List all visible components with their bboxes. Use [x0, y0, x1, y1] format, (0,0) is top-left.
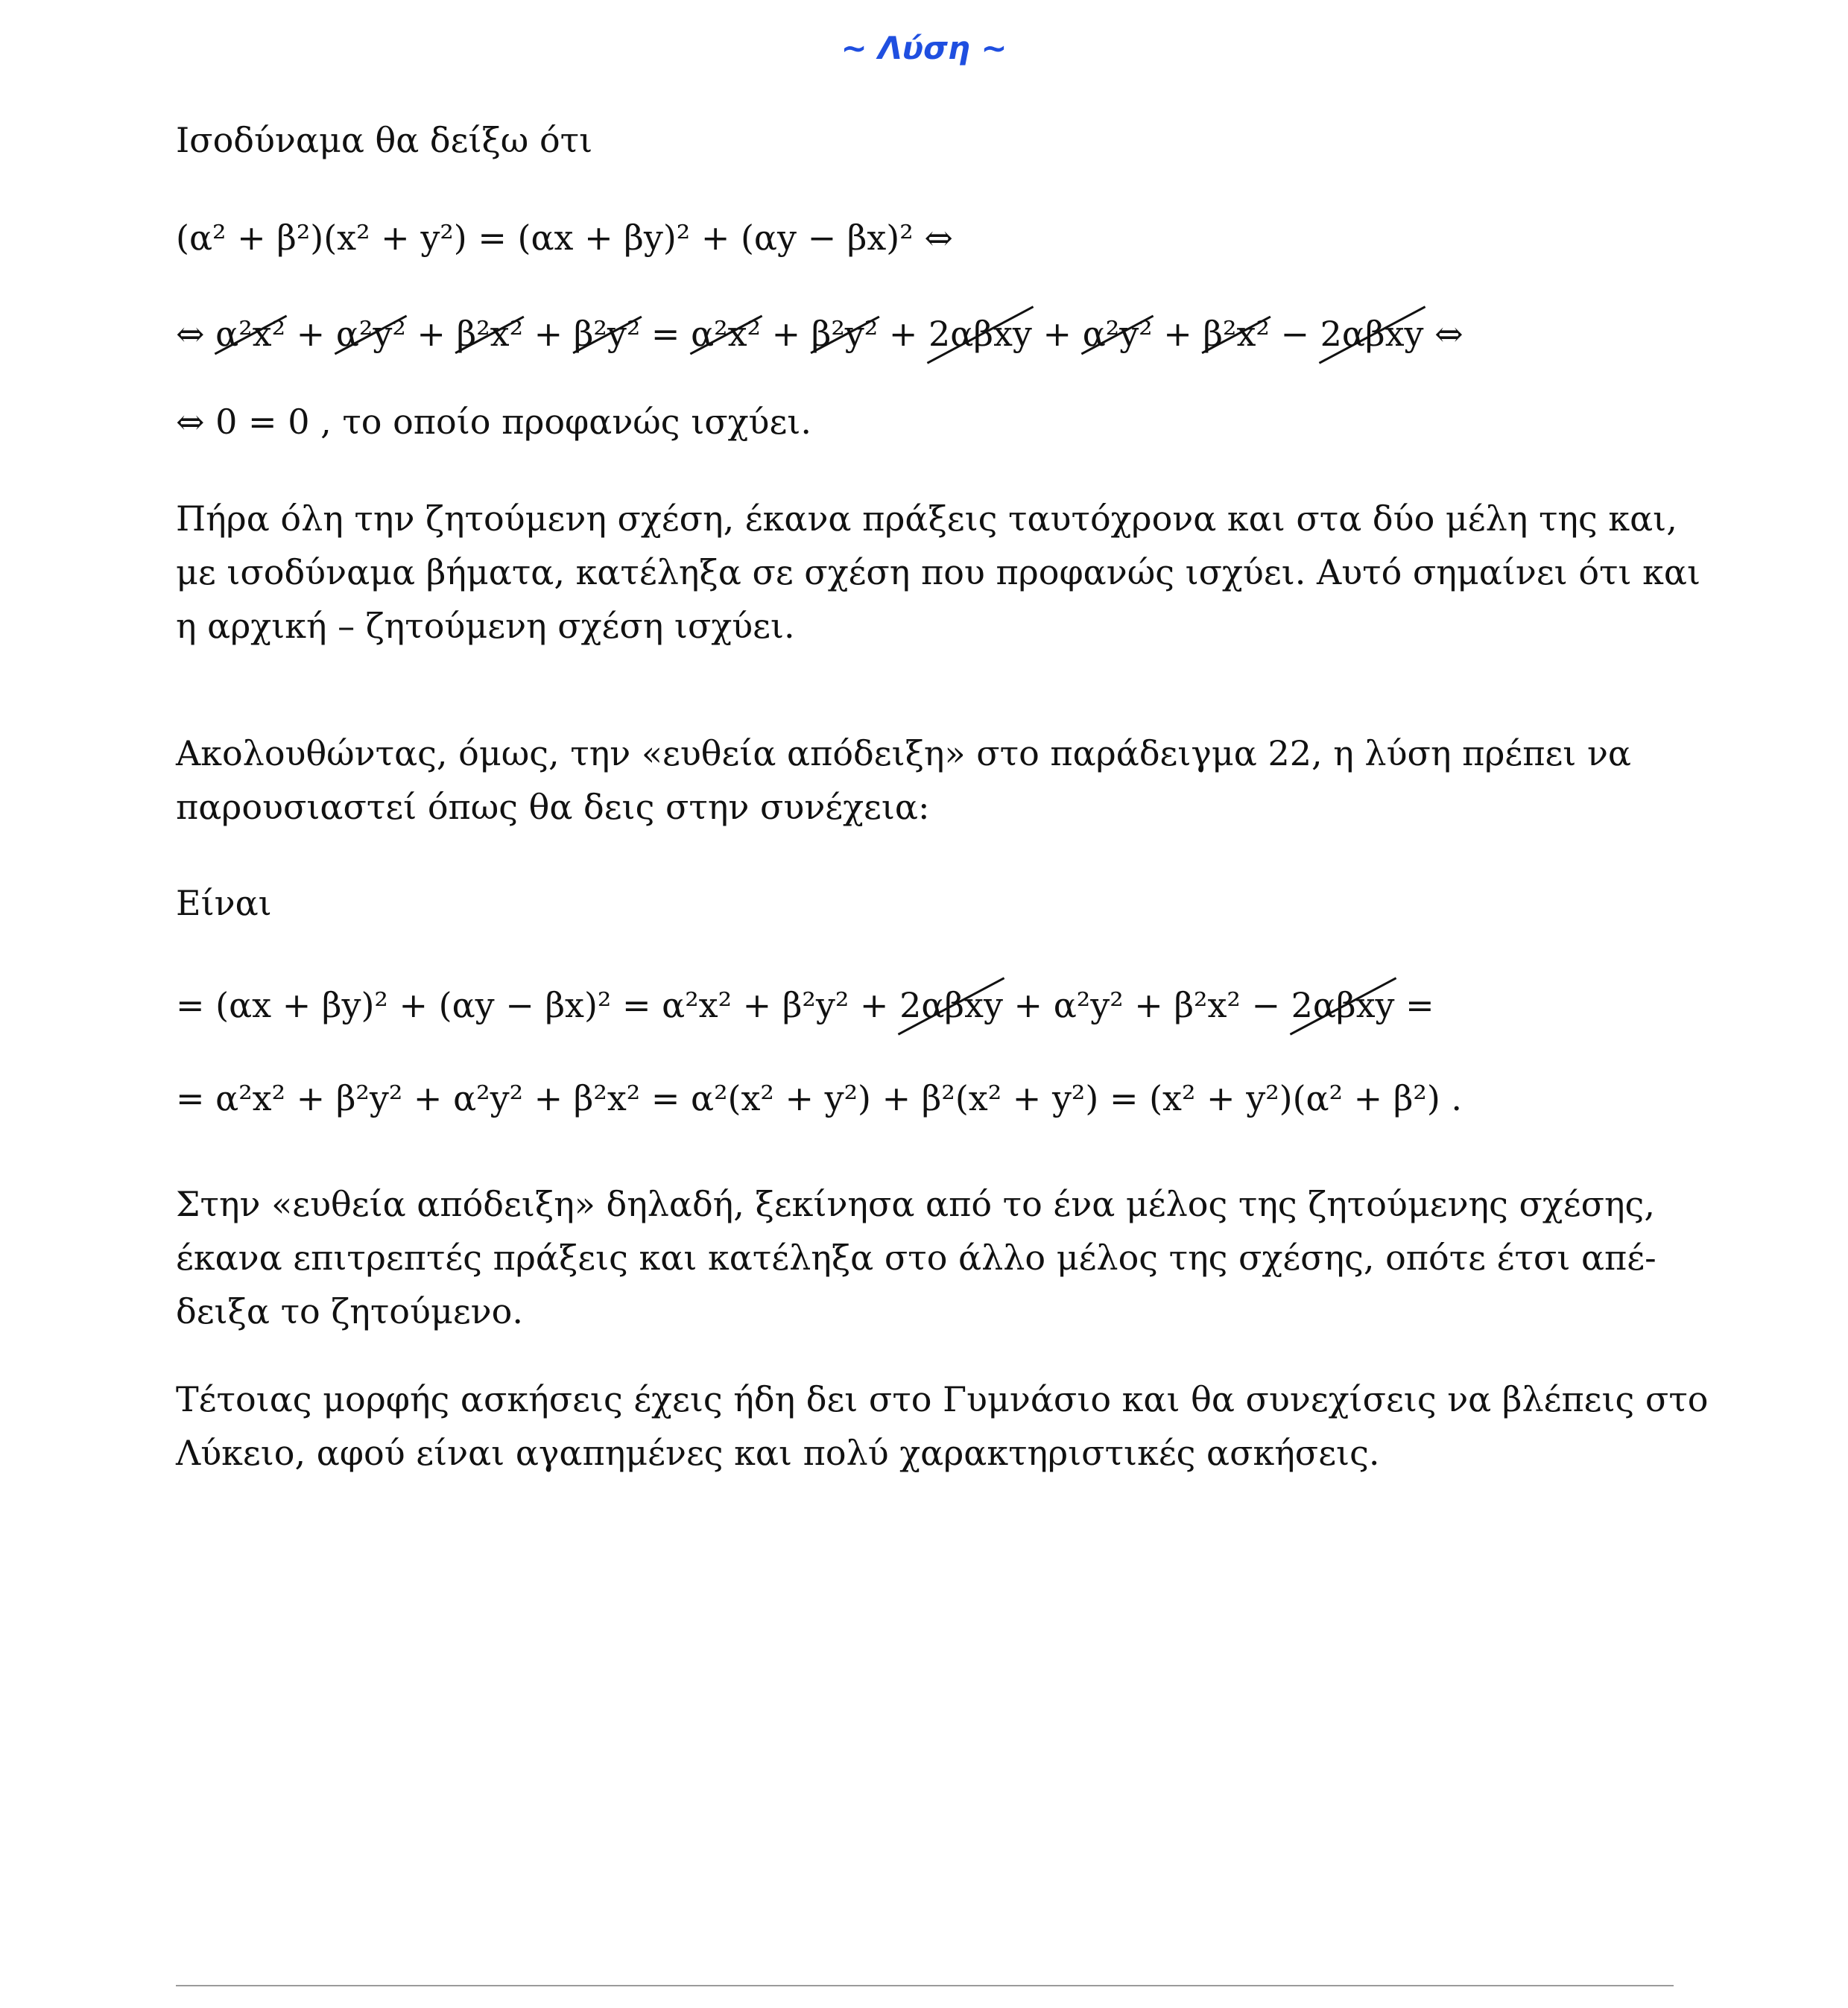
equation-operator: +: [405, 314, 457, 354]
equation-1: (α² + β²)(x² + y²) = (αx + βy)² + (αy − βx)² ⇔: [176, 218, 953, 258]
equation-2: [176, 307, 1463, 361]
equation-operator: −: [1269, 314, 1320, 354]
cancelled-term: α²y²: [336, 307, 406, 361]
paragraph-line: η αρχική – ζητούμενη σχέση ισχύει.: [176, 606, 795, 646]
cancelled-term: 2αβxy: [928, 307, 1032, 361]
paragraph-line: παρουσιαστεί όπως θα δεις στην συνέχεια:: [176, 787, 930, 827]
equation-operator: =: [640, 314, 692, 354]
equation-operator: +: [1152, 314, 1203, 354]
equation-2-terms: [215, 314, 1463, 354]
cancelled-term: α²y²: [1083, 307, 1153, 361]
cancelled-term: 2αβxy: [1320, 307, 1424, 361]
paragraph-direct-proof-intro: [176, 726, 1681, 834]
equation-operator: +: [1031, 314, 1083, 354]
equation-4: [176, 978, 1434, 1032]
paragraph-line: Στην «ευθεία απόδειξη» δηλαδή, ξεκίνησα από το ένα μέλος της ζητούμενης σχέσης,: [176, 1184, 1655, 1224]
cancelled-term: α²x²: [691, 307, 761, 361]
cancelled-term: 2αβxy: [1291, 978, 1395, 1032]
paragraph-line: Πήρα όλη την ζητούμενη σχέση, έκανα πράξεις ταυτόχρονα και στα δύο μέλη της και,: [176, 498, 1677, 539]
intro-line: Ισοδύναμα θα δείξω ότι: [176, 120, 593, 160]
paragraph-direct-proof-summary: [176, 1177, 1681, 1338]
equation-operator: ⇔: [1423, 314, 1463, 354]
footer-divider: [176, 1985, 1674, 1986]
cancelled-term: α²x²: [215, 307, 285, 361]
equation-operator: +: [760, 314, 811, 354]
paragraph-explanation: [176, 492, 1700, 653]
paragraph-closing: [176, 1372, 1709, 1480]
paragraph-line: Ακολουθώντας, όμως, την «ευθεία απόδειξη» στο παράδειγμα 22, η λύση πρέπει να: [176, 733, 1631, 773]
cancelled-term: 2αβxy: [899, 978, 1003, 1032]
equation-operator: +: [878, 314, 929, 354]
paragraph-line: Λύκειο, αφού είναι αγαπημένες και πολύ χαρακτηριστικές ασκήσεις.: [176, 1433, 1380, 1473]
paragraph-line: δειξα το ζητούμενο.: [176, 1291, 523, 1331]
equation-operator: +: [523, 314, 574, 354]
equation-5: = α²x² + β²y² + α²y² + β²x² = α²(x² + y²) + β²(x² + y²) = (x² + y²)(α² + β²) .: [176, 1078, 1463, 1118]
equation-operator: + α²y² + β²x² −: [1002, 985, 1291, 1025]
cancelled-term: β²x²: [457, 307, 523, 361]
cancelled-term: β²y²: [811, 307, 878, 361]
paragraph-line: έκανα επιτρεπτές πράξεις και κατέληξα στο άλλο μέλος της σχέσης, οπότε έτσι απέ-: [176, 1238, 1656, 1278]
paragraph-line: Τέτοιας μορφής ασκήσεις έχεις ήδη δει στο Γυμνάσιο και θα συνεχίσεις να βλέπεις στο: [176, 1379, 1709, 1419]
cancelled-term: β²x²: [1203, 307, 1269, 361]
paragraph-line: με ισοδύναμα βήματα, κατέληξα σε σχέση που προφανώς ισχύει. Αυτό σημαίνει ότι και: [176, 552, 1700, 592]
equation-4-terms: [176, 985, 1434, 1025]
equation-3: ⇔ 0 = 0 , το οποίο προφανώς ισχύει.: [176, 402, 811, 442]
equivalence-symbol: ⇔: [176, 314, 216, 354]
equation-operator: =: [1394, 985, 1434, 1025]
cancelled-term: β²y²: [574, 307, 640, 361]
equation-operator: +: [285, 314, 336, 354]
solution-heading: ~ Λύση ~: [841, 30, 1007, 66]
einai-label: Είναι: [176, 883, 272, 923]
equation-operator: = (αx + βy)² + (αy − βx)² = α²x² + β²y² +: [176, 985, 900, 1025]
